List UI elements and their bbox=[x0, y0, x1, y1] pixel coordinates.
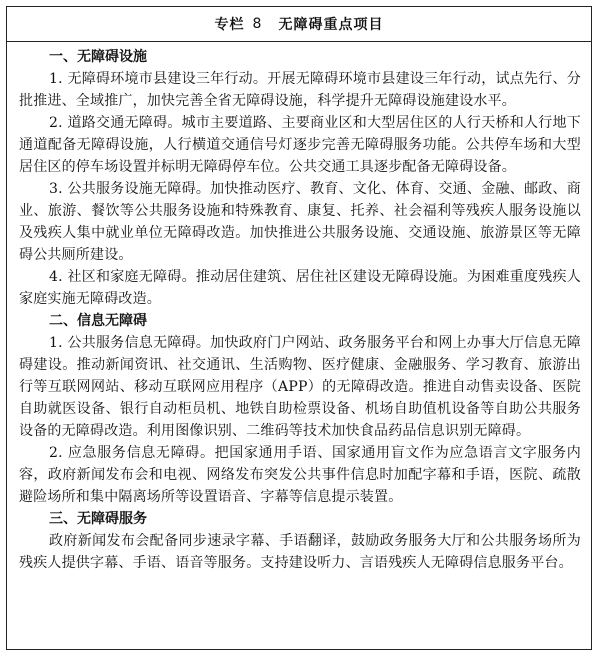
feature-box bbox=[6, 6, 592, 650]
paragraph: 政府新闻发布会配备同步速录字幕、手语翻译，鼓励政务服务大厅和公共服务场所为残疾人提供字幕、手语、语音等服务。支持建设听力、言语残疾人无障碍信息服务平台。 bbox=[19, 533, 581, 571]
section-heading-services: 三、无障碍服务 bbox=[49, 511, 147, 527]
section-heading-facilities: 一、无障碍设施 bbox=[49, 49, 147, 65]
box-title-label: 专栏 bbox=[214, 17, 245, 33]
section-heading-information: 二、信息无障碍 bbox=[49, 313, 147, 329]
box-content bbox=[7, 42, 591, 574]
paragraph: 2. 道路交通无障碍。城市主要道路、主要商业区和大型居住区的人行天桥和人行地下通道配备无障碍设施，人行横道交通信号灯逐步完善无障碍服务功能。公共停车场和大型居住区的停车场设置并标明无障碍停车位。公共交通工具逐步配备无障碍设备。 bbox=[19, 115, 581, 175]
paragraph: 1. 无障碍环境市县建设三年行动。开展无障碍环境市县建设三年行动，试点先行、分批推进、全域推广，加快完善全省无障碍设施，科学提升无障碍设施建设水平。 bbox=[19, 71, 581, 109]
paragraph: 1. 公共服务信息无障碍。加快政府门户网站、政务服务平台和网上办事大厅信息无障碍建设。推动新闻资讯、社交通讯、生活购物、医疗健康、金融服务、学习教育、旅游出行等互联网网站、移动互联网应用程序（APP）的无障碍改造。推进自动售卖设备、医院自助就医设备、银行自动柜员机、地铁自助检票设备、机场自助值机设备等自助公共服务设备的无障碍改造。利用图像识别、二维码等技术加快食品药品信息识别无障碍。 bbox=[19, 335, 581, 439]
box-title bbox=[7, 7, 591, 42]
box-title-text: 无障碍重点项目 bbox=[278, 17, 384, 33]
paragraph: 4. 社区和家庭无障碍。推动居住建筑、居住社区建设无障碍设施。为困难重度残疾人家庭实施无障碍改造。 bbox=[19, 269, 581, 307]
paragraph: 3. 公共服务设施无障碍。加快推动医疗、教育、文化、体育、交通、金融、邮政、商业、旅游、餐饮等公共服务设施和特殊教育、康复、托养、社会福利等残疾人服务设施以及残疾人集中就业单位无障碍改造。加快推进公共服务设施、交通设施、旅游景区等无障碍公共厕所建设。 bbox=[19, 181, 581, 263]
box-title-number: 8 bbox=[252, 16, 263, 32]
paragraph: 2. 应急服务信息无障碍。把国家通用手语、国家通用盲文作为应急语言文字服务内容，政府新闻发布会和电视、网络发布突发公共事件信息时加配字幕和手语，医院、疏散避险场所和集中隔离场所等设置语音、字幕等信息提示装置。 bbox=[19, 445, 581, 505]
